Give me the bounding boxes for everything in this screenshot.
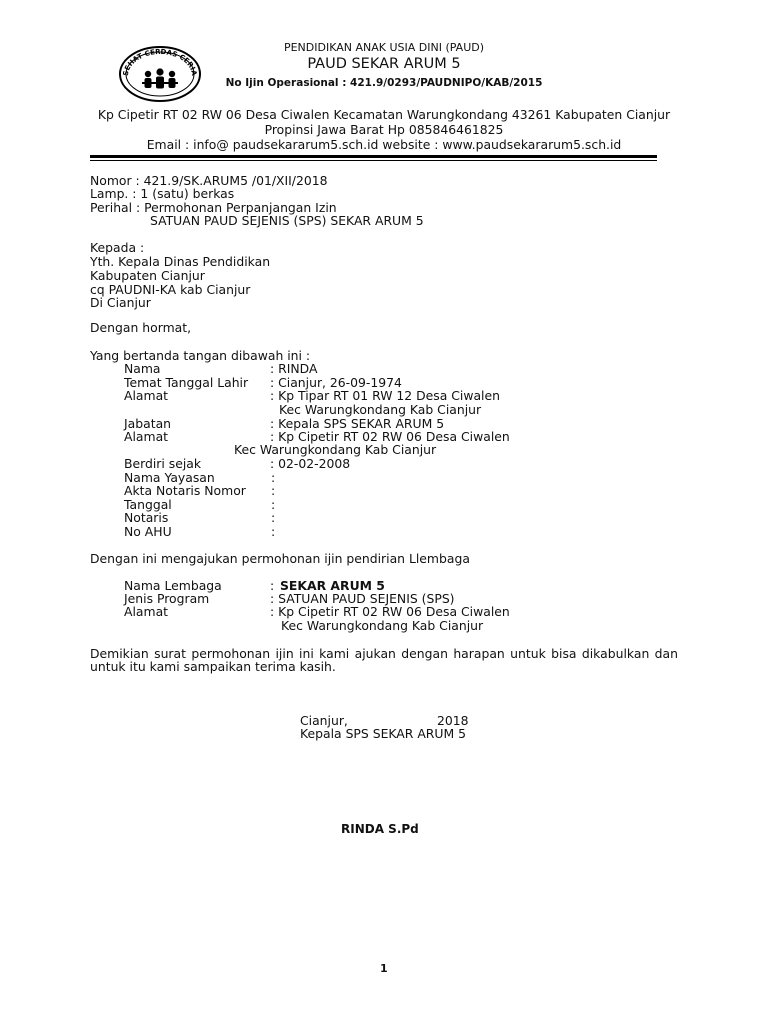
field-value-continued: Kec Warungkondang Kab Cianjur (234, 442, 437, 457)
attachment: Lamp. : 1 (satu) berkas (90, 186, 235, 201)
request-line: Dengan ini mengajukan permohonan ijin pendirian Llembaga (90, 551, 470, 566)
field-label: Nama Lembaga (124, 578, 222, 593)
field-value: : SATUAN PAUD SEJENIS (SPS) (270, 591, 455, 606)
field-label: Alamat (124, 604, 169, 619)
subject: Perihal : Permohonan Perpanjangan Izin (90, 200, 337, 215)
address-line-2: Propinsi Jawa Barat Hp 085846461825 (264, 122, 504, 137)
closing-paragraph-line-2: untuk itu kami sampaikan terima kasih. (90, 659, 336, 674)
field-value: : 02-02-2008 (270, 456, 351, 471)
recipient-line: Yth. Kepala Dinas Pendidikan (90, 254, 271, 269)
field-label: Akta Notaris Nomor (124, 483, 246, 498)
closing-paragraph-line-1: Demikian surat permohonan ijin ini kami ajukan dengan harapan untuk bisa dikabulkan dan (90, 646, 678, 661)
institution-name: SEKAR ARUM 5 (280, 578, 385, 593)
field-label: Temat Tanggal Lahir (124, 375, 249, 390)
field-label: Jabatan (124, 416, 172, 431)
field-label: Alamat (124, 429, 169, 444)
field-value-continued: Kec Warungkondang Kab Cianjur (279, 402, 482, 417)
address-line-1: Kp Cipetir RT 02 RW 06 Desa Ciwalen Kecamatan Warungkondang 43261 Kabupaten Cianjur (97, 107, 671, 122)
field-label: No AHU (124, 524, 172, 539)
field-label: Tanggal (124, 497, 172, 512)
subject-line-2: SATUAN PAUD SEJENIS (SPS) SEKAR ARUM 5 (150, 213, 424, 228)
field-value: : Kp Cipetir RT 02 RW 06 Desa Ciwalen (270, 604, 510, 619)
field-value-continued: Kec Warungkondang Kab Cianjur (281, 618, 484, 633)
logo-text: SEHAT CERDAS CERIA (121, 47, 199, 77)
field-label: Berdiri sejak (124, 456, 202, 471)
field-label: Alamat (124, 388, 169, 403)
intro-line: Yang bertanda tangan dibawah ini : (90, 348, 311, 363)
contact-line: Email : info@ paudsekararum5.sch.id website : www.paudsekararum5.sch.id (146, 137, 622, 152)
field-colon: : (271, 483, 276, 498)
field-label: Notaris (124, 510, 169, 525)
field-colon: : (270, 578, 275, 593)
field-value: : Cianjur, 26-09-1974 (270, 375, 402, 390)
recipient-line: cq PAUDNI-KA kab Cianjur (90, 282, 251, 297)
letter-number: Nomor : 421.9/SK.ARUM5 /01/XII/2018 (90, 173, 328, 188)
school-logo (118, 44, 202, 102)
field-colon: : (271, 510, 276, 525)
signature-year: 2018 (437, 713, 469, 728)
field-colon: : (271, 497, 276, 512)
recipient-line: Di Cianjur (90, 295, 151, 310)
recipient-line: Kabupaten Cianjur (90, 268, 205, 283)
field-label: Nama Yayasan (124, 470, 215, 485)
license-number: No Ijin Operasional : 421.9/0293/PAUDNIPO/KAB/2015 (225, 77, 543, 89)
field-value: : Kp Tipar RT 01 RW 12 Desa Ciwalen (270, 388, 500, 403)
greeting: Dengan hormat, (90, 320, 192, 335)
field-value: : Kepala SPS SEKAR ARUM 5 (270, 416, 445, 431)
field-label: Jenis Program (124, 591, 210, 606)
signature-place: Cianjur, (300, 713, 348, 728)
signatory-name: RINDA S.Pd (341, 822, 419, 836)
recipient-line: Kepada : (90, 240, 145, 255)
header-divider-thin (90, 160, 657, 161)
field-label: Nama (124, 361, 161, 376)
org-name: PAUD SEKAR ARUM 5 (307, 56, 461, 72)
field-value: : RINDA (270, 361, 318, 376)
header-divider-thick (90, 155, 657, 158)
field-value: : Kp Cipetir RT 02 RW 06 Desa Ciwalen (270, 429, 510, 444)
org-type: PENDIDIKAN ANAK USIA DINI (PAUD) (283, 41, 485, 54)
field-colon: : (271, 524, 276, 539)
signature-title: Kepala SPS SEKAR ARUM 5 (300, 726, 466, 741)
field-colon: : (271, 470, 276, 485)
page-number: 1 (380, 962, 388, 975)
